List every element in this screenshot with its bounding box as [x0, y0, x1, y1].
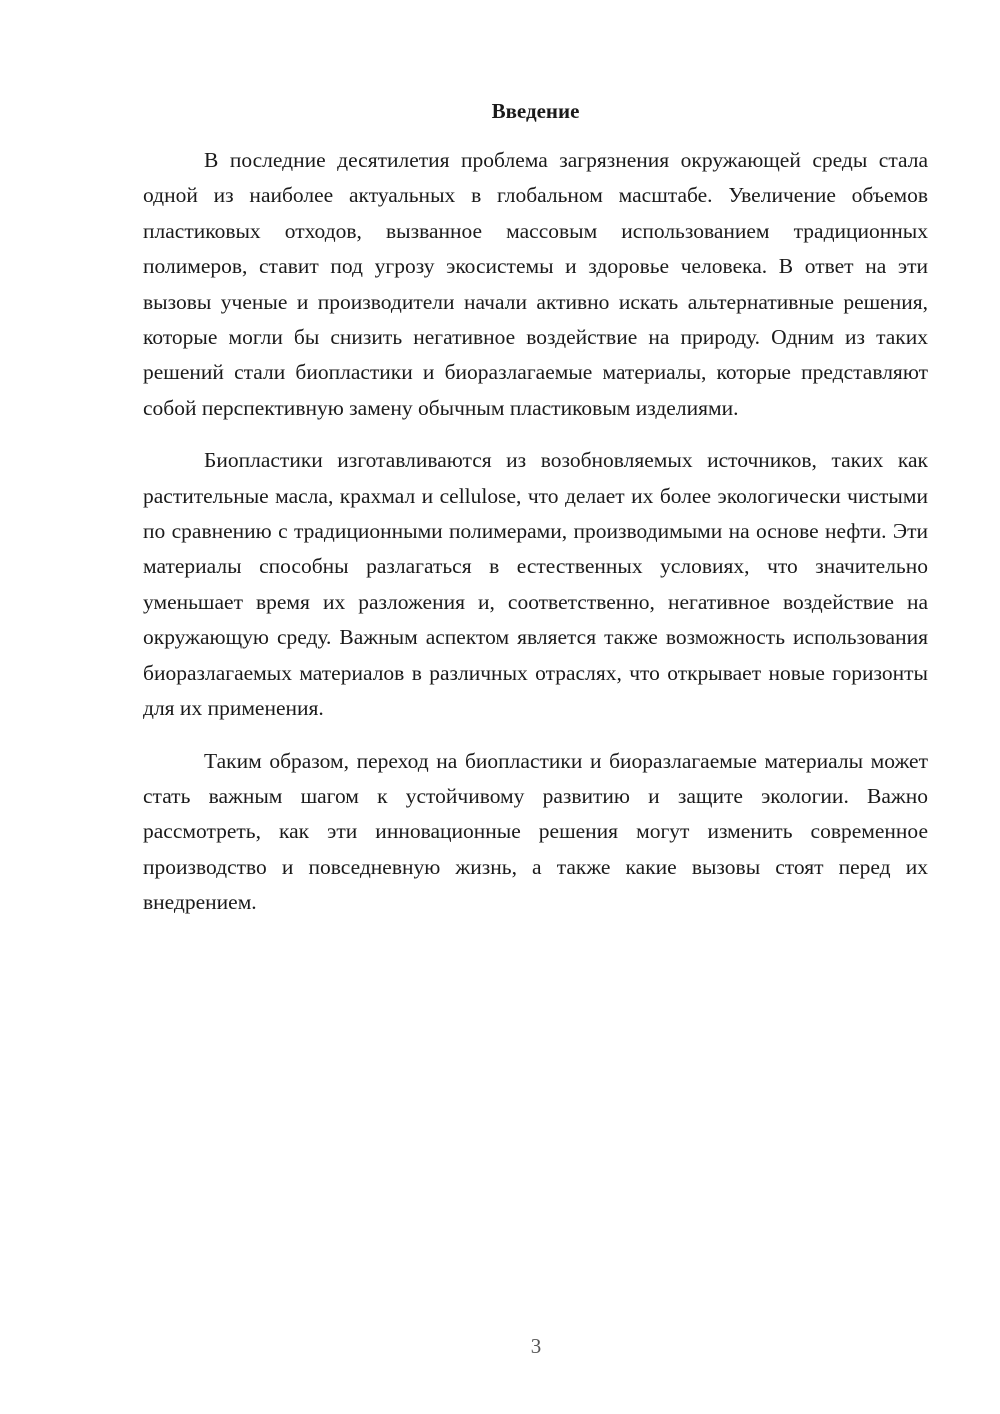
paragraph-3: Таким образом, переход на биопластики и биоразлагаемые материалы может стать важным шагом к устойчивому развитию и защите экологии. Важно рассмотреть, как эти инновационные решения могут изменить современное производство и повседневную жизнь, а также какие вызовы стоят перед их внедрением. [143, 748, 928, 915]
paragraph-2: Биопластики изготавливаются из возобновляемых источников, таких как растительные масла, крахмал и cellulose, что делает их более экологически чистыми по сравнению с традиционными полимерами, производимыми на основе нефти. Эти материалы способны разлагаться в естественных условиях, что значительно уменьшает время их разложения и, соответственно, негативное воздействие на окружающую среду. Важным аспектом является также возможность использования биоразлагаемых материалов в различных отраслях, что открывает новые горизонты для их применения. [143, 448, 928, 721]
page-number: 3 [530, 1334, 542, 1358]
body-text [143, 143, 928, 921]
section-title: Введение [491, 99, 580, 123]
paragraph-1: В последние десятилетия проблема загрязнения окружающей среды стала одной из наиболее актуальных в глобальном масштабе. Увеличение объемов пластиковых отходов, вызванное массовым использованием традиционных полимеров, ставит под угрозу экосистемы и здоровье человека. В ответ на эти вызовы ученые и производители начали активно искать альтернативные решения, которые могли бы снизить негативное воздействие на природу. Одним из таких решений стали биопластики и биоразлагаемые материалы, которые представляют собой перспективную замену обычным пластиковым изделиями. [143, 148, 928, 420]
